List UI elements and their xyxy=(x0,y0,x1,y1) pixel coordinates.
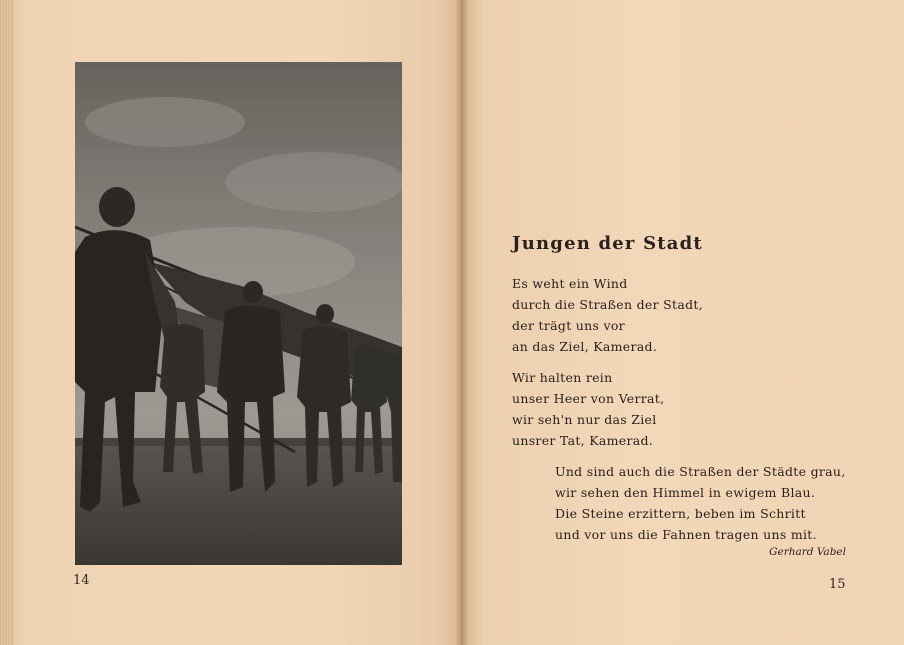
poem-line: und vor uns die Fahnen tragen uns mit. xyxy=(555,527,817,542)
poem-line: durch die Straßen der Stadt, xyxy=(512,297,703,312)
page-number-right: 15 xyxy=(829,577,846,592)
poem-line: Und sind auch die Straßen der Städte grau, xyxy=(555,464,846,479)
poem-line: an das Ziel, Kamerad. xyxy=(512,339,658,354)
poem-line: Die Steine erzittern, beben im Schritt xyxy=(555,506,806,521)
page-edges xyxy=(0,0,14,645)
stanza-2 xyxy=(512,367,664,451)
poem-line: Es weht ein Wind xyxy=(512,276,628,291)
poem-line: wir sehen den Himmel in ewigem Blau. xyxy=(555,485,816,500)
poem-line: unsrer Tat, Kamerad. xyxy=(512,433,654,448)
stanza-1 xyxy=(512,273,703,357)
marching-flag-bearers-photo-icon xyxy=(75,62,402,565)
poem-title: Jungen der Stadt xyxy=(512,233,703,254)
poem-author: Gerhard Vabel xyxy=(769,546,846,558)
poem-line: wir seh'n nur das Ziel xyxy=(512,412,657,427)
poem-line: der trägt uns vor xyxy=(512,318,625,333)
stanza-3 xyxy=(555,461,846,545)
poem-line: Wir halten rein xyxy=(512,370,613,385)
book-gutter xyxy=(455,0,469,645)
poem-line: unser Heer von Verrat, xyxy=(512,391,665,406)
page-number-left: 14 xyxy=(73,573,90,588)
